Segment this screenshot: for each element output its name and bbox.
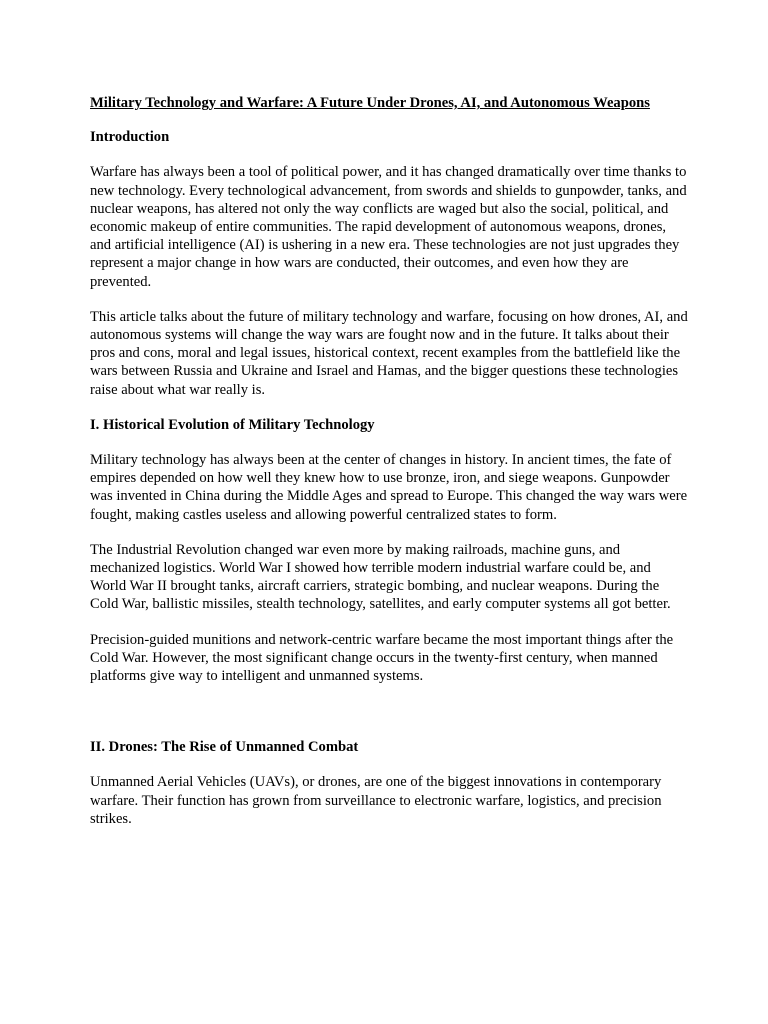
section-heading-drones: II. Drones: The Rise of Unmanned Combat xyxy=(90,739,359,756)
paragraph: Military technology has always been at the center of changes in history. In ancient times, the fate of empires depended on how well they knew how to use bronze, iron, and siege weapons. Gunpowder was invented in China during the Middle Ages and spread to Europe. This changed the way wars were fought, making castles useless and allowing powerful centralized states to form. xyxy=(90,452,688,523)
paragraph: This article talks about the future of military technology and warfare, focusing on how drones, AI, and autonomous systems will change the way wars are fought now and in the future. It talks about their pros and cons, moral and legal issues, historical context, recent examples from the battlefield like the wars between Russia and Ukraine and Israel and Hamas, and the bigger questions these technologies raise about what war really is. xyxy=(90,308,688,398)
section-heading-introduction: Introduction xyxy=(90,129,170,146)
blank-space xyxy=(90,702,690,738)
paragraph: Warfare has always been a tool of political power, and it has changed dramatically over time thanks to new technology. Every technological advancement, from swords and shields to gunpowder, tanks, and nuclear weapons, has altered not only the way conflicts are waged but also the social, political, and economic makeup of entire communities. The rapid development of autonomous weapons, drones, and artificial intelligence (AI) is ushering in a new era. These technologies are not just upgrades they represent a major change in how wars are conducted, their outcomes, and even how they are prevented. xyxy=(90,164,687,290)
paragraph: Unmanned Aerial Vehicles (UAVs), or drones, are one of the biggest innovations in contemporary warfare. Their function has grown from surveillance to electronic warfare, logistics, and precision strikes. xyxy=(90,774,662,827)
document-title: Military Technology and Warfare: A Future Under Drones, AI, and Autonomous Weapons xyxy=(90,95,650,111)
document-page xyxy=(90,94,690,845)
paragraph: The Industrial Revolution changed war even more by making railroads, machine guns, and mechanized logistics. World War I showed how terrible modern industrial warfare could be, and World War II brought tanks, aircraft carriers, strategic bombing, and nuclear weapons. During the Cold War, ballistic missiles, stealth technology, satellites, and early computer systems all got better. xyxy=(90,541,671,613)
section-heading-history: I. Historical Evolution of Military Technology xyxy=(90,416,375,433)
paragraph: Precision-guided munitions and network-centric warfare became the most important things after the Cold War. However, the most significant change occurs in the twenty-first century, when manned platforms give way to intelligent and unmanned systems. xyxy=(90,631,674,685)
